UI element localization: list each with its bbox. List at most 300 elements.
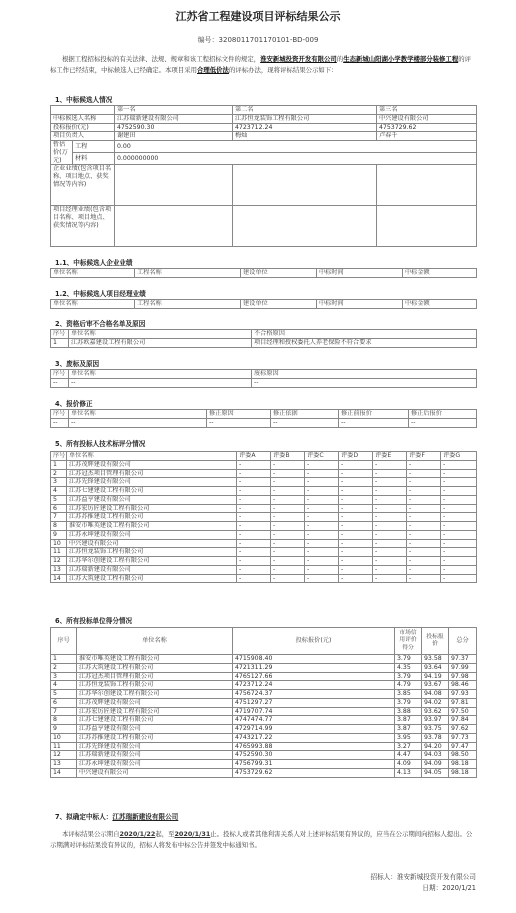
row-number: 5 — [51, 690, 77, 699]
intro-text-1: 根据工程招标投标的有关法律、法规、规章和该工程招标文件的规定， — [62, 55, 261, 63]
bidder-name: 江苏先锋建设有限公司 — [77, 742, 233, 751]
rank-2: 第二名 — [233, 106, 377, 115]
col-header: 修正原因 — [207, 410, 271, 419]
bidder-name: 江苏冠杰项目管理有限公司 — [67, 469, 237, 478]
judge-score: - — [305, 565, 339, 574]
table-row — [51, 557, 477, 566]
col-header: 修正后报价 — [409, 410, 477, 419]
table-row — [51, 751, 477, 760]
row-number: 11 — [51, 742, 77, 751]
judge-score: - — [339, 504, 373, 513]
price-score: 93.62 — [422, 707, 449, 716]
cell: 江苏欧嘉建设工程有限公司 — [69, 338, 252, 347]
footer-text-2: 起，至 — [155, 830, 175, 838]
judge-score: - — [373, 522, 407, 531]
judge-score: - — [305, 504, 339, 513]
temp-price-value: 0.00 — [115, 141, 477, 153]
price-score: 93.75 — [422, 725, 449, 734]
judge-score: - — [373, 530, 407, 539]
judge-score: - — [271, 557, 305, 566]
table-row — [51, 418, 477, 427]
credit-score: 3.87 — [395, 725, 422, 734]
total-score: 97.84 — [449, 716, 477, 725]
col-header: 序号 — [51, 628, 77, 655]
judge-score: - — [339, 478, 373, 487]
judge-score: - — [237, 513, 271, 522]
row-number: 10 — [51, 539, 67, 548]
judge-score: - — [407, 478, 441, 487]
cell — [377, 165, 477, 206]
col-header: 评委F — [407, 452, 441, 461]
footer-end-date: 2020/1/31 — [174, 830, 211, 838]
judge-score: - — [407, 522, 441, 531]
section-2-heading: 2、资格后审不合格名单及原因 — [55, 320, 146, 328]
judge-score: - — [373, 557, 407, 566]
row-number: 11 — [51, 548, 67, 557]
cell: -- — [51, 418, 69, 427]
table-header — [51, 628, 477, 655]
row-number: 2 — [51, 663, 77, 672]
price-score: 94.05 — [422, 768, 449, 777]
judge-score: - — [305, 513, 339, 522]
col-header: 中标金额 — [403, 300, 477, 309]
technical-score-table — [50, 451, 477, 583]
row-number: 1 — [51, 655, 77, 664]
row-number: 9 — [51, 725, 77, 734]
credit-score: 3.79 — [395, 672, 422, 681]
bid-price: 4715908.40 — [233, 655, 395, 664]
price-score: 93.64 — [422, 663, 449, 672]
total-score: 97.99 — [449, 663, 477, 672]
intro-project: 生态新城山阳湖小学教学楼部分装修工程 — [343, 55, 459, 63]
cell: 江苏瑞新建设有限公司 — [115, 114, 233, 123]
bidder-name: 江苏苏推建设工程有限公司 — [67, 513, 237, 522]
bid-price: 4723712.24 — [233, 681, 395, 690]
section-1-heading: 1、中标候选人情况 — [55, 96, 113, 104]
judge-score: - — [237, 522, 271, 531]
row-label: 中标候选人名称 — [51, 114, 115, 123]
cell: 中兴建设有限公司 — [377, 114, 477, 123]
cell: 4753729.62 — [377, 123, 477, 132]
cell: -- — [69, 418, 207, 427]
judge-score: - — [305, 557, 339, 566]
table-header — [51, 300, 477, 309]
judge-score: - — [441, 469, 477, 478]
table-row — [51, 698, 477, 707]
table-row — [51, 707, 477, 716]
footer-start-date: 2020/1/22 — [119, 830, 156, 838]
serial-number: 编号：3208011701170101-BD-009 — [197, 36, 319, 44]
bidder-name: 江苏冠杰项目管理有限公司 — [77, 672, 233, 681]
row-number: 13 — [51, 760, 77, 769]
intro-method: 合理低价法 — [196, 66, 229, 74]
price-score: 94.09 — [422, 760, 449, 769]
candidate-row — [51, 132, 477, 141]
judge-score: - — [271, 504, 305, 513]
row-number: 7 — [51, 513, 67, 522]
credit-score: 3.79 — [395, 698, 422, 707]
bidder-name: 淮安市唯英建设工程有限公司 — [77, 655, 233, 664]
judge-score: - — [237, 530, 271, 539]
col-header: 评委G — [441, 452, 477, 461]
total-score: 98.18 — [449, 768, 477, 777]
col-header: 总分 — [449, 628, 477, 655]
col-header: 序号 — [51, 330, 69, 339]
judge-score: - — [407, 504, 441, 513]
intro-text-2: 的 — [336, 55, 344, 63]
row-number: 10 — [51, 733, 77, 742]
col-header: 修正依据 — [271, 410, 339, 419]
price-correction-table — [50, 409, 477, 428]
judge-score: - — [373, 574, 407, 583]
judge-score: - — [441, 565, 477, 574]
judge-score: - — [441, 548, 477, 557]
judge-score: - — [305, 574, 339, 583]
judge-score: - — [305, 539, 339, 548]
judge-score: - — [373, 539, 407, 548]
temp-price-row — [51, 153, 477, 165]
table-row — [51, 513, 477, 522]
total-score: 97.73 — [449, 733, 477, 742]
col-header: 单位名称 — [67, 452, 237, 461]
bid-price: 4765993.88 — [233, 742, 395, 751]
page-title: 江苏省工程建设项目评标结果公示 — [175, 10, 341, 23]
col-header: 评委D — [339, 452, 373, 461]
judge-score: - — [305, 478, 339, 487]
judge-score: - — [441, 504, 477, 513]
table-row — [51, 768, 477, 777]
table-header — [51, 269, 477, 278]
cell: 1 — [51, 338, 69, 347]
bid-price: 4729714.99 — [233, 725, 395, 734]
bidder-name: 江苏益亨建设有限公司 — [67, 495, 237, 504]
judge-score: - — [441, 530, 477, 539]
table-header — [51, 370, 477, 379]
judge-score: - — [407, 487, 441, 496]
judge-score: - — [305, 548, 339, 557]
credit-score: 3.79 — [395, 655, 422, 664]
credit-score: 4.13 — [395, 768, 422, 777]
table-row — [51, 681, 477, 690]
col-header: 评委B — [271, 452, 305, 461]
rank-1: 第一名 — [115, 106, 233, 115]
cell: 梅灿 — [233, 132, 377, 141]
judge-score: - — [441, 495, 477, 504]
col-header: 单位名称 — [69, 410, 207, 419]
winner-name: 江苏瑞新建设有限公司 — [112, 813, 179, 821]
cell: -- — [271, 418, 339, 427]
total-score: 98.18 — [449, 760, 477, 769]
cell: -- — [207, 418, 271, 427]
table-header — [51, 410, 477, 419]
judge-score: - — [373, 513, 407, 522]
cell — [233, 206, 377, 247]
judge-score: - — [237, 495, 271, 504]
judge-score: - — [271, 469, 305, 478]
col-header: 序号 — [51, 452, 67, 461]
section-7-prefix: 7、拟确定中标人： — [55, 813, 113, 821]
col-header: 序号 — [51, 370, 69, 379]
judge-score: - — [237, 565, 271, 574]
cell: 江苏恒龙装饰工程有限公司 — [233, 114, 377, 123]
table-header — [51, 330, 477, 339]
judge-score: - — [407, 530, 441, 539]
cell: -- — [252, 378, 477, 387]
table-row — [51, 548, 477, 557]
credit-score: 3.88 — [395, 707, 422, 716]
table-row — [51, 663, 477, 672]
table-row — [51, 742, 477, 751]
judge-score: - — [407, 460, 441, 469]
judge-score: - — [407, 495, 441, 504]
row-label: 投标报价(元) — [51, 123, 115, 132]
bidder-name: 江苏永坤建设有限公司 — [67, 530, 237, 539]
bid-price: 4743217.22 — [233, 733, 395, 742]
col-header: 工程名称 — [135, 300, 241, 309]
row-label: 项目负责人 — [51, 132, 115, 141]
table-row — [51, 504, 477, 513]
judge-score: - — [339, 522, 373, 531]
section-3-heading: 3、废标及原因 — [55, 360, 100, 368]
cell: -- — [69, 378, 252, 387]
footer-text-1: 本评标结果公示期自 — [62, 830, 120, 838]
row-number: 4 — [51, 487, 67, 496]
judge-score: - — [373, 504, 407, 513]
bid-price: 4751297.27 — [233, 698, 395, 707]
credit-score: 3.85 — [395, 690, 422, 699]
row-number: 12 — [51, 557, 67, 566]
cell — [233, 165, 377, 206]
judge-score: - — [339, 495, 373, 504]
total-score: 97.47 — [449, 742, 477, 751]
rank-corner-cell — [51, 106, 115, 115]
col-header: 中标时间 — [317, 300, 403, 309]
bidder-name: 江苏大筑建设工程有限公司 — [67, 574, 237, 583]
col-header: 单位名称 — [69, 370, 252, 379]
judge-score: - — [271, 487, 305, 496]
table-row — [51, 522, 477, 531]
row-number: 12 — [51, 751, 77, 760]
judge-score: - — [305, 495, 339, 504]
judge-score: - — [271, 513, 305, 522]
row-number: 3 — [51, 478, 67, 487]
table-row — [51, 338, 477, 347]
total-score: 97.93 — [449, 690, 477, 699]
credit-score: 3.95 — [395, 733, 422, 742]
row-number: 1 — [51, 460, 67, 469]
temp-price-row — [51, 141, 477, 153]
judge-score: - — [407, 557, 441, 566]
bid-price: 4721311.29 — [233, 663, 395, 672]
bid-price: 4752590.30 — [233, 751, 395, 760]
table-row — [51, 733, 477, 742]
judge-score: - — [373, 487, 407, 496]
sign-date: 日期：2020/1/21 — [422, 884, 476, 892]
judge-score: - — [373, 460, 407, 469]
bidder-score-table — [50, 627, 477, 778]
table-row — [51, 469, 477, 478]
judge-score: - — [237, 504, 271, 513]
total-score: 97.50 — [449, 707, 477, 716]
judge-score: - — [441, 487, 477, 496]
table-row — [51, 690, 477, 699]
judge-score: - — [339, 539, 373, 548]
judge-score: - — [339, 469, 373, 478]
judge-score: - — [373, 478, 407, 487]
row-number: 5 — [51, 495, 67, 504]
row-number: 6 — [51, 698, 77, 707]
table-row — [51, 495, 477, 504]
bid-price: 4756799.31 — [233, 760, 395, 769]
cell: -- — [339, 418, 409, 427]
bidder-name: 江苏宏厉匠建设工程有限公司 — [67, 504, 237, 513]
judge-score: - — [271, 460, 305, 469]
price-score: 94.03 — [422, 751, 449, 760]
judge-score: - — [237, 548, 271, 557]
manager-performance-row — [51, 206, 477, 247]
temp-price-sub-label: 材料 — [73, 153, 115, 165]
price-score: 94.19 — [422, 672, 449, 681]
bid-price: 4756724.37 — [233, 690, 395, 699]
table-row — [51, 478, 477, 487]
judge-score: - — [339, 565, 373, 574]
judge-score: - — [237, 469, 271, 478]
row-number: 14 — [51, 574, 67, 583]
table-row — [51, 565, 477, 574]
table-row — [51, 655, 477, 664]
bidder-name: 中兴建设有限公司 — [77, 768, 233, 777]
cell — [115, 206, 233, 247]
judge-score: - — [339, 574, 373, 583]
cell: 卢春千 — [377, 132, 477, 141]
cell: -- — [409, 418, 477, 427]
cell: 谢建田 — [115, 132, 233, 141]
col-header: 单位名称 — [77, 628, 233, 655]
table-row — [51, 672, 477, 681]
judge-score: - — [237, 460, 271, 469]
table-row — [51, 760, 477, 769]
judge-score: - — [271, 574, 305, 583]
judge-score: - — [237, 557, 271, 566]
judge-score: - — [373, 469, 407, 478]
bidder-name: 中兴建设有限公司 — [67, 539, 237, 548]
judge-score: - — [407, 574, 441, 583]
judge-score: - — [237, 478, 271, 487]
rank-3: 第三名 — [377, 106, 477, 115]
judge-score: - — [237, 574, 271, 583]
table-row — [51, 460, 477, 469]
bidder-name: 江苏苏推建设工程有限公司 — [77, 733, 233, 742]
bidder-name: 江苏永坤建设有限公司 — [77, 760, 233, 769]
judge-score: - — [305, 530, 339, 539]
col-header: 序号 — [51, 410, 69, 419]
price-score: 93.97 — [422, 716, 449, 725]
cell: 项目经理和授权委托人养老保险不符合要求 — [252, 338, 477, 347]
section-1-2-heading: 1.2、中标候选人项目经理业绩 — [55, 290, 146, 298]
table-row — [51, 487, 477, 496]
bidder-name: 江苏先锋建设有限公司 — [67, 478, 237, 487]
bidder-name: 江苏七建建设工程有限公司 — [67, 487, 237, 496]
col-header: 修正前报价 — [339, 410, 409, 419]
judge-score: - — [271, 548, 305, 557]
candidate-row — [51, 114, 477, 123]
price-score: 94.08 — [422, 690, 449, 699]
judge-score: - — [407, 513, 441, 522]
row-number: 4 — [51, 681, 77, 690]
col-header: 单位名称 — [51, 269, 135, 278]
judge-score: - — [407, 548, 441, 557]
judge-score: - — [237, 487, 271, 496]
table-row — [51, 378, 477, 387]
bidder-name: 江苏瑞新建设有限公司 — [77, 751, 233, 760]
judge-score: - — [339, 487, 373, 496]
temp-price-value: 0.000000000 — [115, 153, 477, 165]
col-header: 单位名称 — [69, 330, 252, 339]
judge-score: - — [407, 565, 441, 574]
signer: 招标人：淮安新城投资开发有限公司 — [370, 873, 476, 881]
bidder-name: 江苏恒龙装饰工程有限公司 — [67, 548, 237, 557]
credit-score: 3.87 — [395, 716, 422, 725]
temp-price-label: 暂估价(万元) — [51, 141, 73, 165]
section-7-heading — [55, 813, 178, 821]
footer-text-3: 止。投标人或者其他利害关系人对上述评标结果有异议的，应当在公示期间向招标人提出。公示期满对评标结果没有异议的，招标人将发布中标公告并签发中标通知书。 — [50, 830, 473, 849]
col-header: 建设单位 — [241, 300, 317, 309]
judge-score: - — [271, 495, 305, 504]
judge-score: - — [441, 574, 477, 583]
judge-score: - — [271, 530, 305, 539]
judge-score: - — [373, 495, 407, 504]
row-number: 8 — [51, 522, 67, 531]
judge-score: - — [305, 469, 339, 478]
col-header: 工程名称 — [135, 269, 241, 278]
judge-score: - — [441, 460, 477, 469]
price-score: 94.02 — [422, 698, 449, 707]
section-6-heading: 6、所有投标单位得分情况 — [55, 617, 133, 625]
cell: 4752590.30 — [115, 123, 233, 132]
judge-score: - — [305, 487, 339, 496]
manager-performance-label: 项目经理业绩(包含项目名称、项目地点、获奖情况等内容) — [51, 206, 115, 247]
judge-score: - — [271, 522, 305, 531]
total-score: 97.37 — [449, 655, 477, 664]
row-number: 6 — [51, 504, 67, 513]
table-row — [51, 725, 477, 734]
credit-score: 4.79 — [395, 681, 422, 690]
col-header: 废标原因 — [252, 370, 477, 379]
table-row — [51, 574, 477, 583]
bidder-name: 江苏华尔创建设工程有限公司 — [77, 690, 233, 699]
bidder-name: 江苏茂辉建设有限公司 — [77, 698, 233, 707]
total-score: 97.81 — [449, 698, 477, 707]
row-number: 3 — [51, 672, 77, 681]
col-header: 评委C — [305, 452, 339, 461]
cell — [377, 206, 477, 247]
judge-score: - — [271, 565, 305, 574]
judge-score: - — [441, 522, 477, 531]
judge-score: - — [305, 460, 339, 469]
bidder-name: 江苏益亨建设有限公司 — [77, 725, 233, 734]
intro-paragraph — [50, 54, 476, 76]
bidder-name: 江苏宏厉匠建设工程有限公司 — [77, 707, 233, 716]
row-number: 9 — [51, 530, 67, 539]
bidder-name: 淮安市唯英建设工程有限公司 — [67, 522, 237, 531]
col-header: 投标报价 — [422, 628, 449, 655]
bid-price: 4747474.77 — [233, 716, 395, 725]
intro-text-4: 的评标办法，现将评标结果公示如下： — [228, 66, 338, 74]
judge-score: - — [407, 469, 441, 478]
table-row — [51, 539, 477, 548]
judge-score: - — [339, 557, 373, 566]
price-score: 93.78 — [422, 733, 449, 742]
